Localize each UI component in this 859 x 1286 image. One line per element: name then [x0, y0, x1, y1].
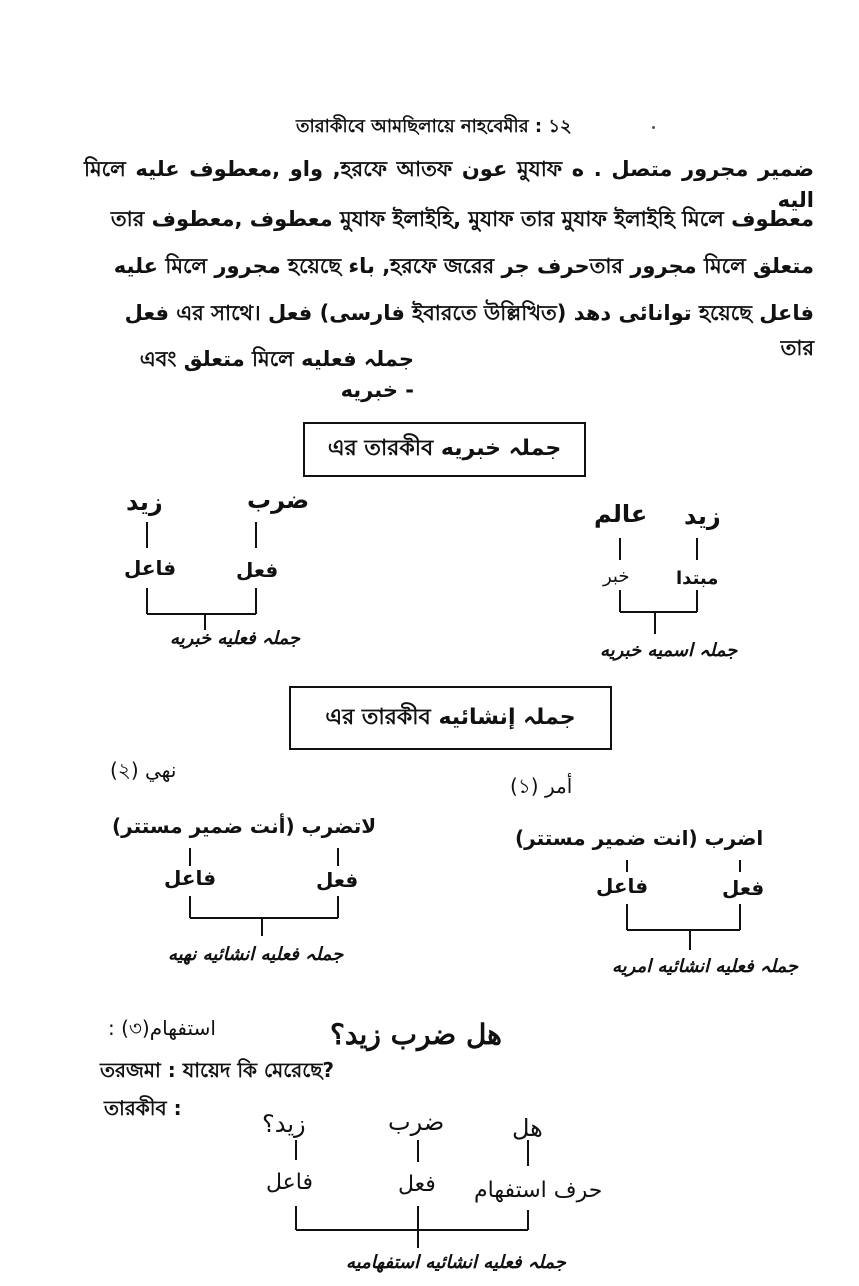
- role-khabar: خبر: [603, 566, 630, 587]
- istifham-word-zaid: زيد؟: [262, 1110, 306, 1138]
- istifham-role-harf-istifham: حرف استفهام: [474, 1178, 603, 1203]
- paragraph-line-1: ضمير مجرور متصل . ه মুযাফ عون হরফে আতফ, واو ,معطوف عليه মিলে اليه: [84, 157, 815, 212]
- word-zaid: زيد: [126, 488, 163, 516]
- nahi-role-fil: فعل: [316, 868, 359, 892]
- amr-sentence: اضرب (انت ضمير مستتر): [515, 826, 764, 850]
- bracket-label-jumla-filiya-khabariya: جملہ فعلیه خبریه: [170, 628, 301, 649]
- paragraph-line-3: متعلق মিলে مجرور তারحرف جر হরফে জরের, باء হয়েছে مجرور মিলে عليه: [113, 254, 814, 278]
- word-alim: عالم: [594, 500, 648, 528]
- nahi-heading: نهي (২): [110, 758, 177, 782]
- bracket-label-nahiya: جملہ فعلیه انشائیه نهیه: [168, 944, 344, 965]
- paragraph-line-2: معطوف মুযাফ ইলাইহি, মুযাফ তার মুযাফ ইলাইহি মিলে معطوف ,معطوف তার: [110, 207, 814, 231]
- istifham-word-daraba: ضرب: [388, 1108, 445, 1136]
- role-mubtada: مبتدا: [676, 568, 719, 589]
- page-header: তারাকীবে আমছিলায়ে নাহবেমীর : ১২: [296, 116, 572, 137]
- bracket-label-amriya: جملہ فعلیه انشائیه امریه: [612, 956, 799, 977]
- paragraph-line-5: এবং متعلق মিলে جملہ فعليه خبريه -: [139, 347, 414, 402]
- amr-heading: أمر (১): [510, 774, 573, 798]
- section-title-inshaia: جملہ إنشائيه এর তারকীব: [289, 686, 612, 750]
- section-title-khabaria: جملہ خبریه এর তারকীব: [303, 422, 586, 477]
- nahi-sentence: لاتضرب (أنت ضمير مستتر): [112, 814, 377, 838]
- tarkib-label: তারকীব :: [104, 1096, 182, 1120]
- istifham-role-fil: فعل: [398, 1172, 436, 1197]
- istifham-word-hal: هل: [512, 1114, 543, 1142]
- amr-role-fil: فعل: [722, 876, 765, 900]
- istifham-role-fail: فاعل: [266, 1170, 314, 1195]
- role-fail: فاعل: [124, 556, 177, 580]
- role-fil: فعل: [236, 558, 279, 582]
- istifham-sentence: هل ضرب زيد؟: [330, 1018, 502, 1051]
- word-zaid-mubtada: زيد: [684, 502, 721, 530]
- bracket-label-istifhamiya: جملہ فعلیه انشائیه استفهامیه: [346, 1252, 566, 1273]
- istifham-label: استفهام(৩) :: [108, 1016, 216, 1040]
- amr-role-fail: فاعل: [596, 874, 649, 898]
- paragraph-line-4: فاعل হয়েছে توانائی دهد (ইবারতে উল্লিখিত فارسی) فعل এর সাথে। فعل তার: [124, 301, 814, 360]
- nahi-role-fail: فاعل: [164, 866, 217, 890]
- word-daraba: ضرب: [247, 486, 310, 514]
- bracket-label-jumla-ismiya-khabariya: جملہ اسمیه خبریه: [600, 640, 738, 661]
- translation-line: তরজমা : যায়েদ কি মেরেছে?: [100, 1058, 335, 1082]
